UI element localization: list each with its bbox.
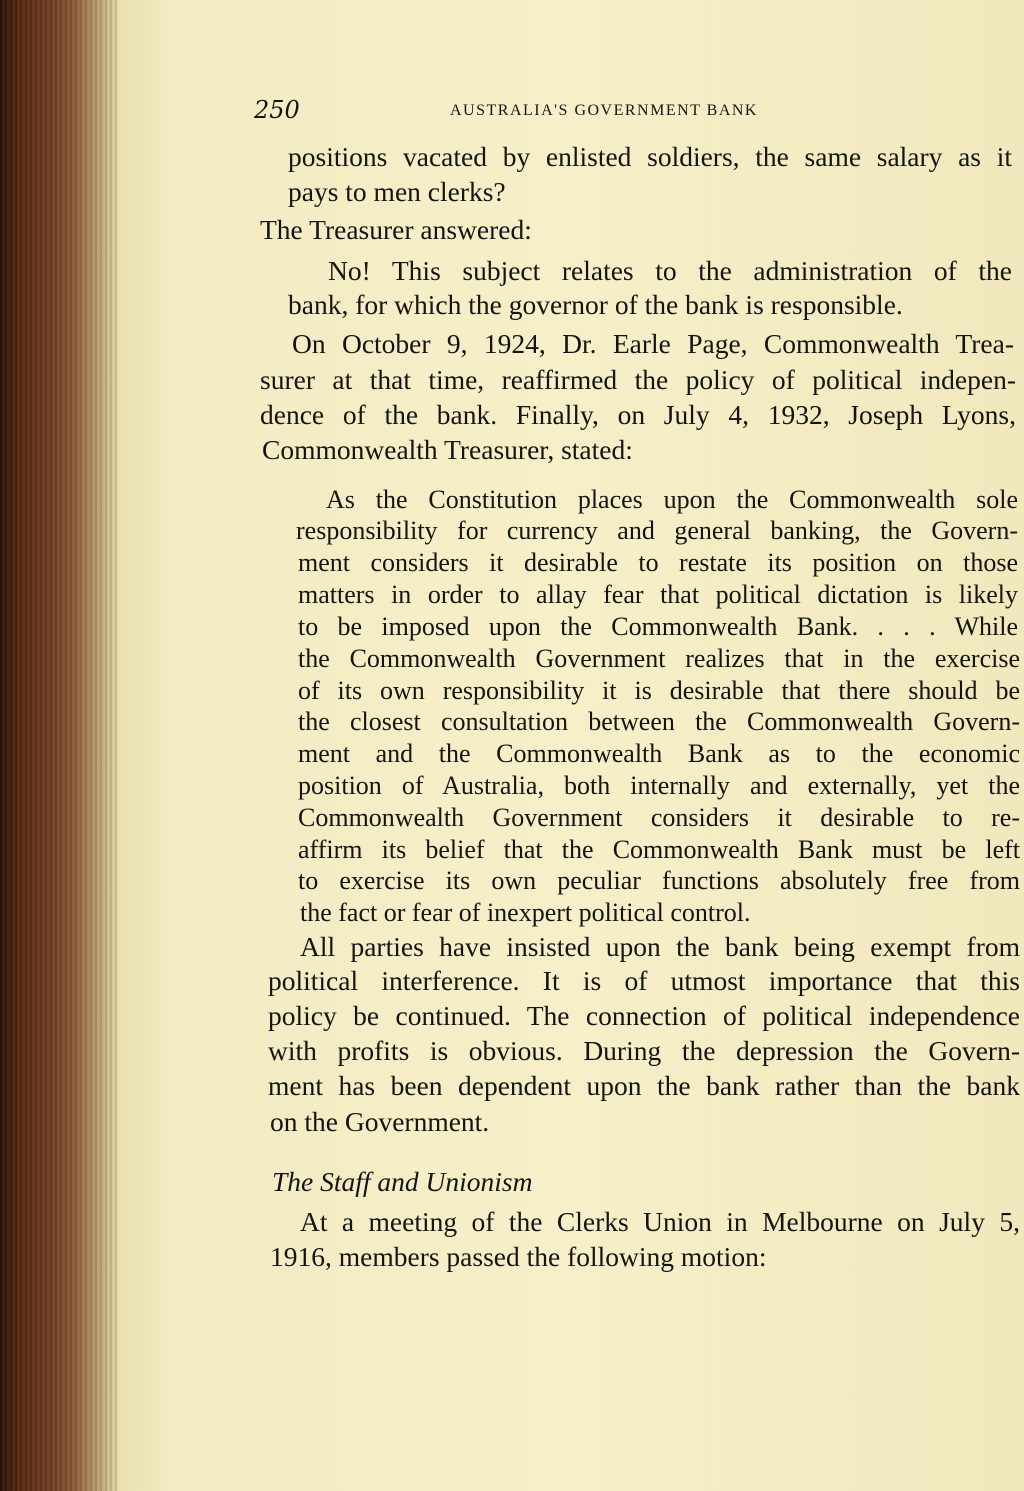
body-line: On October 9, 1924, Dr. Earle Page, Commonwealth Trea- [292,328,1014,359]
body-line: with profits is obvious. During the depression the Govern- [268,1035,1020,1066]
quote-line: Commonwealth Government considers it desirable to re- [298,803,1020,832]
body-line: 1916, members passed the following motion: [270,1241,767,1272]
body-line: pays to men clerks? [288,176,506,207]
quote-line: position of Australia, both internally and externally, yet the [298,771,1020,800]
body-line: political interference. It is of utmost importance that this [268,965,1020,996]
quote-line: matters in order to allay fear that political dictation is likely [298,580,1018,609]
quote-line: affirm its belief that the Commonwealth Bank must be left [298,835,1020,864]
body-line: All parties have insisted upon the bank being exempt from [300,931,1020,962]
quote-line: the closest consultation between the Commonwealth Govern- [298,707,1020,736]
quote-line: the fact or fear of inexpert political control. [300,898,751,927]
section-heading: The Staff and Unionism [272,1166,533,1197]
body-line: surer at that time, reaffirmed the policy of political indepen- [260,364,1016,395]
quote-line: to be imposed upon the Commonwealth Bank. . . . While [298,612,1018,641]
body-line: policy be continued. The connection of political independence [268,1000,1020,1031]
body-line: bank, for which the governor of the bank is responsible. [288,289,903,320]
quote-line: ment and the Commonwealth Bank as to the economic [298,739,1020,768]
quote-line: responsibility for currency and general banking, the Govern- [296,516,1018,545]
body-line: Commonwealth Treasurer, stated: [262,434,633,465]
body-line: The Treasurer answered: [260,214,532,245]
running-title: AUSTRALIA'S GOVERNMENT BANK [450,102,758,119]
body-line: dence of the bank. Finally, on July 4, 1932, Joseph Lyons, [260,399,1016,430]
body-line: At a meeting of the Clerks Union in Melbourne on July 5, [300,1206,1020,1237]
quote-line: to exercise its own peculiar functions absolutely free from [298,866,1020,895]
body-line: No! This subject relates to the administration of the [328,255,1012,286]
quote-line: the Commonwealth Government realizes that in the exercise [298,644,1020,673]
body-line: on the Government. [270,1106,490,1137]
page-header [254,96,874,130]
book-page-edges [0,0,118,1491]
body-line: positions vacated by enlisted soldiers, the same salary as it [288,141,1012,172]
body-line: ment has been dependent upon the bank rather than the bank [268,1070,1020,1101]
quote-line: ment considers it desirable to restate its position on those [298,548,1018,577]
quote-line: of its own responsibility it is desirable that there should be [298,676,1020,705]
quote-line: As the Constitution places upon the Commonwealth sole [326,485,1018,514]
page-number: 250 [254,96,300,124]
